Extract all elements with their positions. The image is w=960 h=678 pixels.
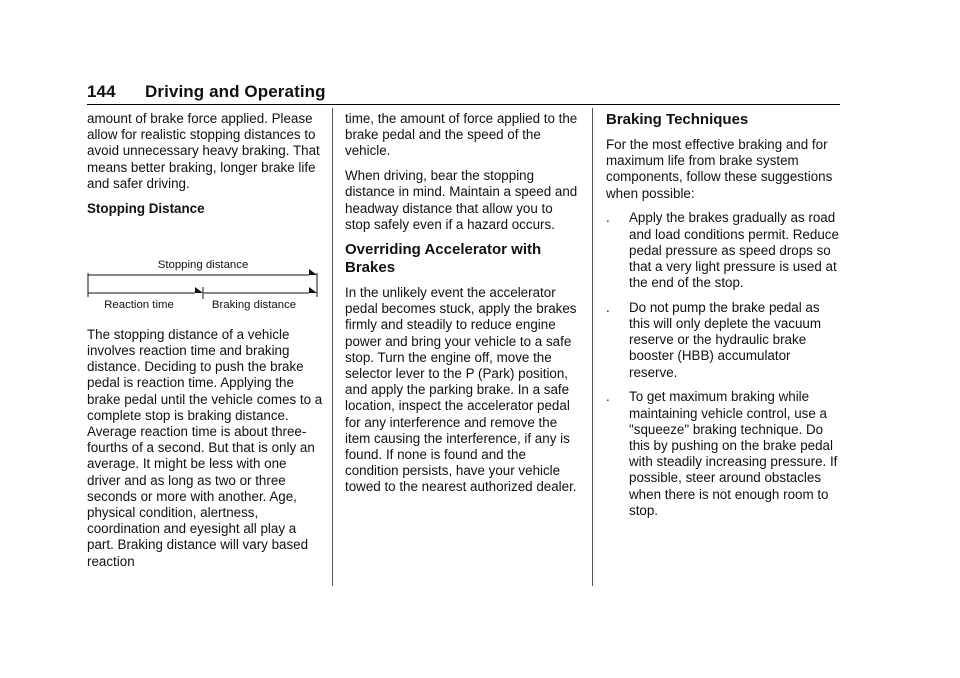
list-item-text: To get maximum braking while maintaining vehicle control, use a "squeeze" braking technique. Do this by pushing on the brake pedal with steadily increasing pressure. If possible, steer around obstacles when there is not enough room to stop. [629, 389, 838, 518]
reaction-time-label: Reaction time [104, 298, 174, 311]
paragraph: amount of brake force applied. Please allow for realistic stopping distances to avoid unnecessary heavy braking. That means better braking, longer brake life and safer driving. [87, 111, 320, 191]
list-item [606, 210, 842, 291]
page-number: 144 [87, 82, 116, 101]
list-item-text: Do not pump the brake pedal as this will only deplete the vacuum reserve or the hydraulic brake booster (HBB) accumulator reserve. [629, 299, 822, 380]
heading-braking-techniques: Braking Techniques [606, 111, 749, 128]
reaction-time-arrowhead [195, 287, 203, 293]
heading-overriding-accelerator: Overriding Accelerator with Brakes [345, 241, 542, 276]
bullet-marker: . [606, 299, 610, 315]
paragraph: time, the amount of force applied to the brake pedal and the speed of the vehicle. [345, 111, 578, 159]
paragraph: In the unlikely event the accelerator pedal becomes stuck, apply the brakes firmly and steadily to reduce engine power and bring your vehicle to a safe stop. Turn the engine off, move the selector lever to the P (Park) position, and apply the parking brake. In a safe location, inspect the accelerator pedal for any interference and remove the item causing the interference, if any is found. If none is found and the condition persists, have your vehicle towed to the nearest authorized dealer. [345, 284, 577, 495]
stopping-distance-arrowhead [309, 269, 317, 275]
bullet-marker: . [606, 389, 610, 405]
stopping-distance-label: Stopping distance [157, 258, 249, 271]
paragraph: The stopping distance of a vehicle involves reaction time and braking distance. Deciding to push the brake pedal is reaction time. Applying the brake pedal until the vehicle comes to a complete stop is braking distance. Average reaction time is about three-fourths of a second. But that is only an average. It might be less with one driver and as long as two or three seconds or more with another. Age, physical condition, alertness, coordination and eyesight all play a part. Braking distance will vary based reaction [87, 326, 323, 569]
subheading-stopping-distance: Stopping Distance [87, 200, 205, 216]
braking-distance-label: Braking distance [211, 298, 297, 311]
column-divider [592, 108, 593, 586]
paragraph: When driving, bear the stopping distance in mind. Maintain a speed and headway distance that allow you to stop safely even if a hazard occurs. [345, 168, 578, 232]
stopping-distance-diagram [87, 253, 323, 313]
list-item [606, 389, 842, 519]
list-item-text: Apply the brakes gradually as road and load conditions permit. Reduce pedal pressure as speed drops so that a very light pressure is used at the end of the stop. [629, 210, 839, 291]
column-3 [606, 111, 842, 527]
bullet-marker: . [606, 210, 610, 226]
column-divider [332, 108, 333, 586]
braking-distance-arrowhead [309, 287, 317, 293]
column-2 [345, 111, 581, 504]
column-1 [87, 111, 323, 578]
page-header [87, 84, 840, 105]
list-item [606, 300, 842, 381]
paragraph: For the most effective braking and for maximum life from brake system components, follow these suggestions when possible: [606, 137, 833, 201]
section-title: Driving and Operating [145, 82, 326, 101]
braking-tips-list [606, 210, 842, 519]
